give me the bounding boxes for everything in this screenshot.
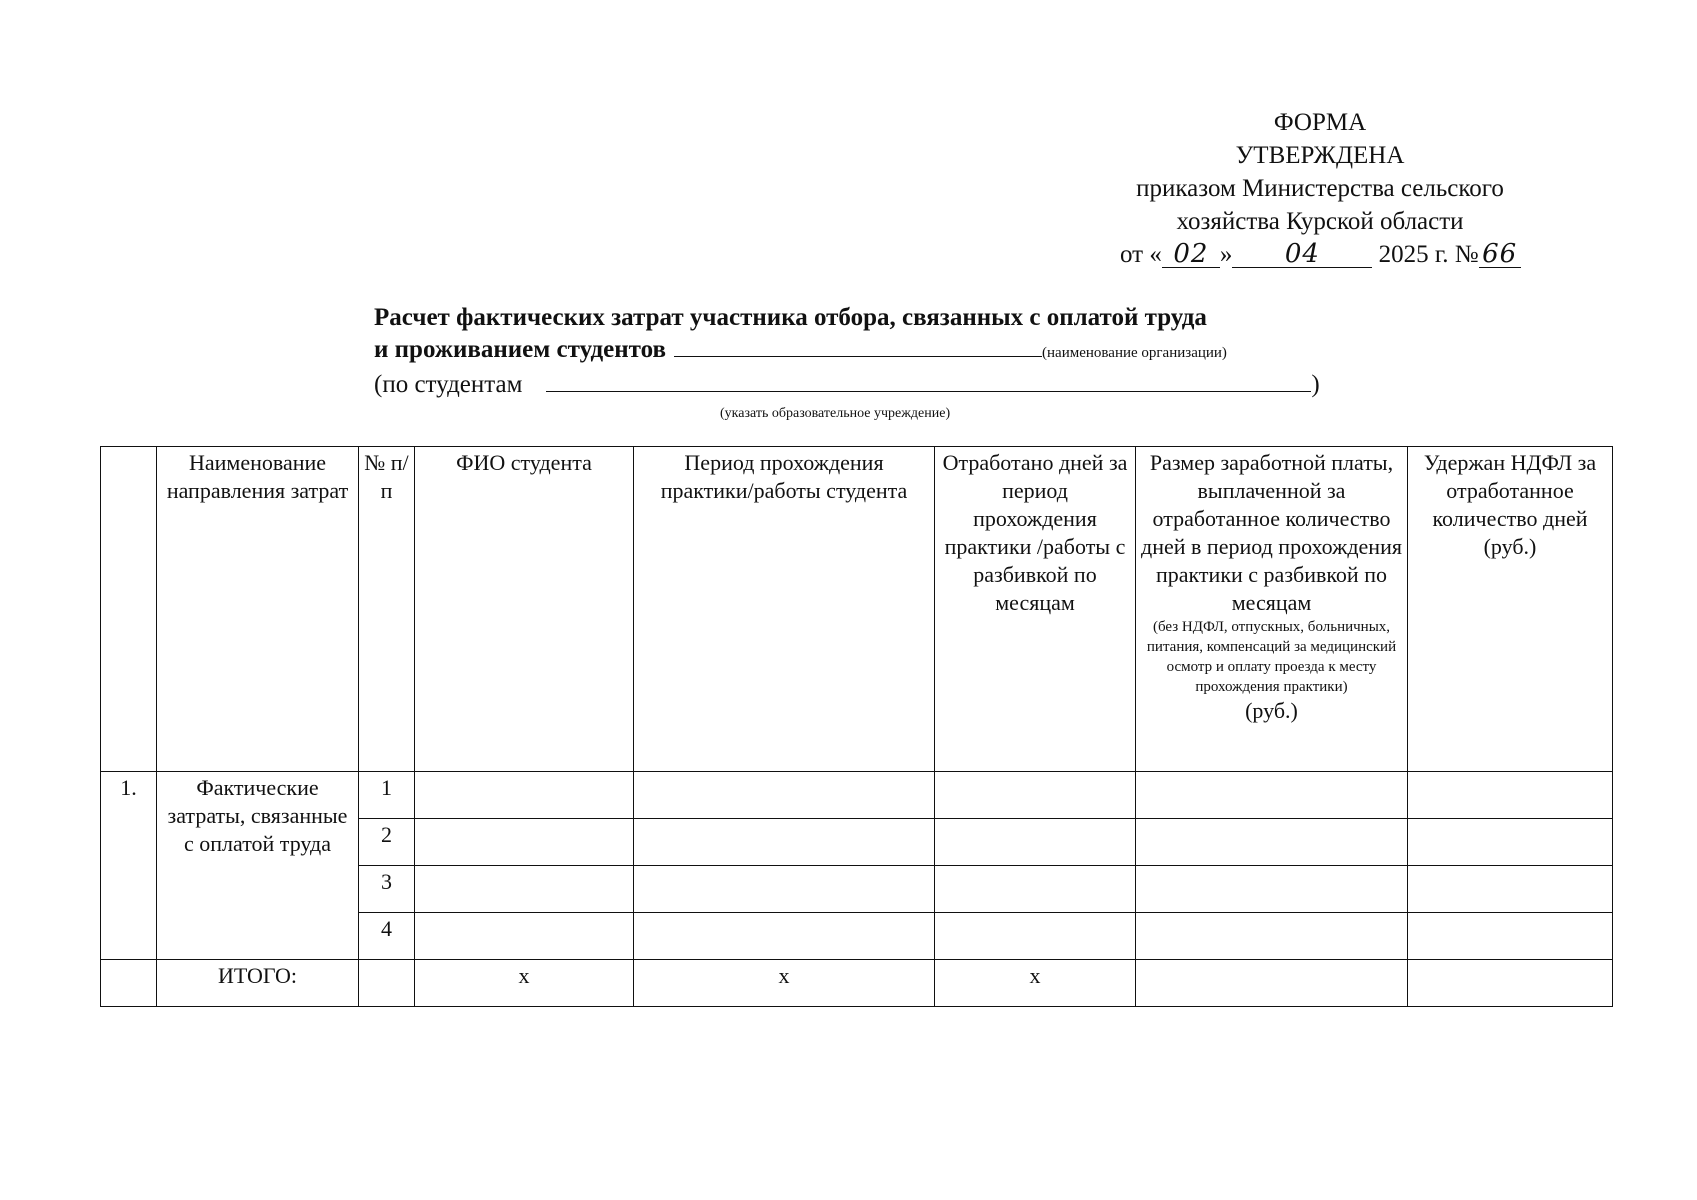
header-salary-unit: (руб.) [1245, 698, 1298, 723]
total-days-worked: х [935, 960, 1136, 1007]
cell-student-name[interactable] [415, 772, 634, 819]
cell-days-worked[interactable] [935, 819, 1136, 866]
cell-student-name[interactable] [415, 913, 634, 960]
section-number: 1. [101, 772, 157, 960]
order-number-handwritten: 66 [1479, 238, 1521, 271]
total-row [101, 960, 1613, 1007]
title-line-1: Расчет фактических затрат участника отбора, связанных с оплатой труда [374, 304, 1207, 331]
header-cost-direction: Наименование направления затрат [157, 447, 359, 772]
cell-tax-withheld[interactable] [1408, 772, 1613, 819]
table-row [101, 772, 1613, 819]
cell-tax-withheld[interactable] [1408, 913, 1613, 960]
row-index: 4 [359, 913, 415, 960]
date-prefix: от « [1120, 241, 1162, 268]
title-line-3 [374, 369, 1354, 401]
header-salary [1136, 447, 1408, 772]
date-mid: » [1219, 241, 1233, 268]
date-day-handwritten: 02 [1162, 238, 1220, 271]
cell-student-name[interactable] [415, 866, 634, 913]
total-salary[interactable] [1136, 960, 1408, 1007]
cell-days-worked[interactable] [935, 913, 1136, 960]
date-year-text: 2025 г. № [1378, 241, 1479, 268]
cell-salary[interactable] [1136, 819, 1408, 866]
total-empty-cell [101, 960, 157, 1007]
document-title-block [374, 302, 1354, 421]
cell-days-worked[interactable] [935, 772, 1136, 819]
cell-practice-period[interactable] [634, 913, 935, 960]
approval-ministry-text: хозяйства Курской области [1176, 208, 1464, 235]
total-label: ИТОГО: [157, 960, 359, 1007]
header-tax-withheld: Удержан НДФЛ за отработанное количество дней (руб.) [1408, 447, 1613, 772]
organization-name-blank [674, 334, 1042, 357]
date-month-handwritten: 04 [1232, 238, 1372, 271]
title-line-2 [374, 334, 1354, 369]
cell-tax-withheld[interactable] [1408, 819, 1613, 866]
approval-date-line [1120, 238, 1520, 271]
header-practice-period: Период прохождения практики/работы студента [634, 447, 935, 772]
approval-form-label: ФОРМА [1273, 109, 1367, 136]
title-line-2-text: и проживанием студентов [374, 336, 667, 363]
approval-order-text: приказом Министерства сельского [1136, 175, 1504, 202]
students-label: (по студентам [374, 371, 523, 398]
total-practice-period: х [634, 960, 935, 1007]
cell-days-worked[interactable] [935, 866, 1136, 913]
header-salary-note: (без НДФЛ, отпускных, больничных, питания, компенсаций за медицинский осмотр и оплату проезда к месту прохождения практики) [1146, 619, 1397, 695]
cell-salary[interactable] [1136, 772, 1408, 819]
total-empty-index [359, 960, 415, 1007]
row-index: 3 [359, 866, 415, 913]
header-days-worked: Отработано дней за период прохождения практики /работы с разбивкой по месяцам [935, 447, 1136, 772]
table-header-row [101, 447, 1613, 772]
header-col-number [101, 447, 157, 772]
total-tax-withheld[interactable] [1408, 960, 1613, 1007]
row-index: 2 [359, 819, 415, 866]
header-student-name: ФИО студента [415, 447, 634, 772]
cell-practice-period[interactable] [634, 866, 935, 913]
cell-practice-period[interactable] [634, 772, 935, 819]
header-salary-text: Размер заработной платы, выплаченной за отработанное количество дней в период прохождения практики с разбивкой по месяцам [1141, 450, 1402, 615]
approval-approved-label: УТВЕРЖДЕНА [1235, 142, 1405, 169]
row-index: 1 [359, 772, 415, 819]
total-student-name: х [415, 960, 634, 1007]
institution-note: (указать образовательное учреждение) [720, 406, 951, 421]
cell-salary[interactable] [1136, 866, 1408, 913]
cell-practice-period[interactable] [634, 819, 935, 866]
cost-table [100, 446, 1613, 1007]
cell-student-name[interactable] [415, 819, 634, 866]
section-name: Фактические затраты, связанные с оплатой труда [157, 772, 359, 960]
approval-block [1120, 106, 1520, 271]
students-close: ) [1311, 371, 1320, 398]
header-row-index: № п/п [359, 447, 415, 772]
institution-blank [546, 369, 1311, 392]
organization-name-note: (наименование организации) [1042, 345, 1227, 361]
cell-tax-withheld[interactable] [1408, 866, 1613, 913]
cell-salary[interactable] [1136, 913, 1408, 960]
